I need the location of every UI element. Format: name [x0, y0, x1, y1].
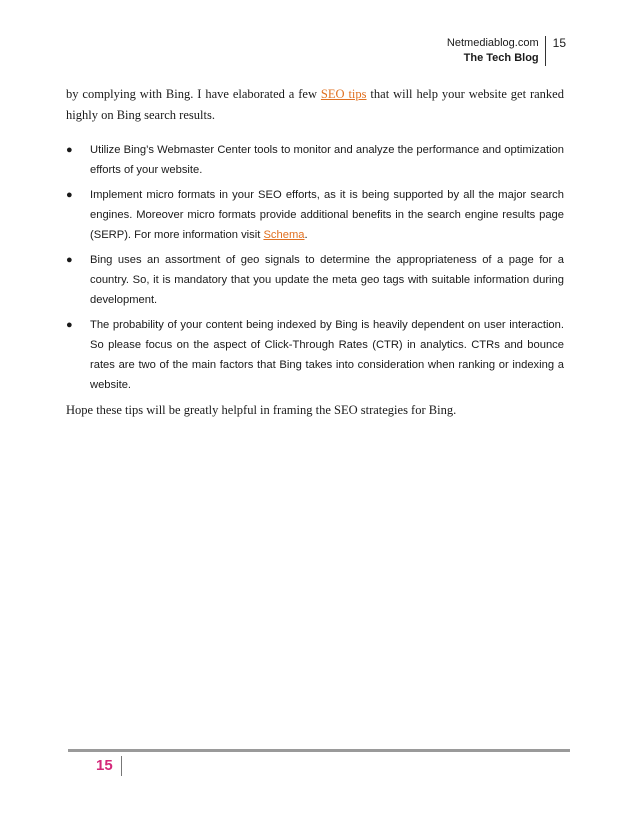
- header-blog-name: The Tech Blog: [463, 52, 539, 64]
- intro-paragraph: [66, 84, 564, 126]
- intro-text-before: by complying with Bing. I have elaborated a few: [66, 87, 321, 101]
- page-header: [447, 36, 566, 66]
- list-item: [66, 185, 564, 245]
- header-titles: [447, 36, 546, 66]
- bullet-icon: ●: [66, 319, 73, 331]
- list-item: [66, 140, 564, 180]
- footer-page-number: 15: [96, 756, 122, 776]
- bullet-text-after: .: [304, 229, 308, 241]
- footer-divider: [68, 749, 570, 752]
- page-content: [66, 84, 564, 421]
- bullet-text: The probability of your content being indexed by Bing is heavily dependent on user interaction. So please focus on the aspect of Click-Through Rates (CTR) in analytics. CTRs and bounce rates are two of the main factors that Bing takes into consideration when ranking or indexing a website.: [90, 319, 564, 391]
- list-item: [66, 250, 564, 310]
- closing-paragraph: Hope these tips will be greatly helpful in framing the SEO strategies for Bing.: [66, 403, 457, 417]
- list-item: [66, 315, 564, 395]
- bullet-icon: ●: [66, 189, 73, 201]
- bullet-icon: ●: [66, 254, 73, 266]
- bullet-icon: ●: [66, 144, 73, 156]
- header-site-name: Netmediablog.com: [446, 37, 539, 49]
- schema-link[interactable]: Schema: [263, 229, 305, 241]
- intro-text-after: that will help your website get ranked highly on Bing search results.: [66, 87, 564, 122]
- bullet-text: Bing uses an assortment of geo signals to determine the appropriateness of a page for a country. So, it is mandatory that you update the meta geo tags with suitable information during development.: [90, 254, 564, 306]
- bullet-text: Utilize Bing’s Webmaster Center tools to monitor and analyze the performance and optimization efforts of your website.: [90, 144, 564, 176]
- tips-list: [66, 140, 564, 395]
- bullet-text: Implement micro formats in your SEO efforts, as it is being supported by all the major search engines. Moreover micro formats provide additional benefits in the search engine results page (SERP). For more information visit: [90, 189, 564, 241]
- seo-tips-link[interactable]: SEO tips: [320, 87, 367, 101]
- header-page-number: 15: [552, 36, 566, 50]
